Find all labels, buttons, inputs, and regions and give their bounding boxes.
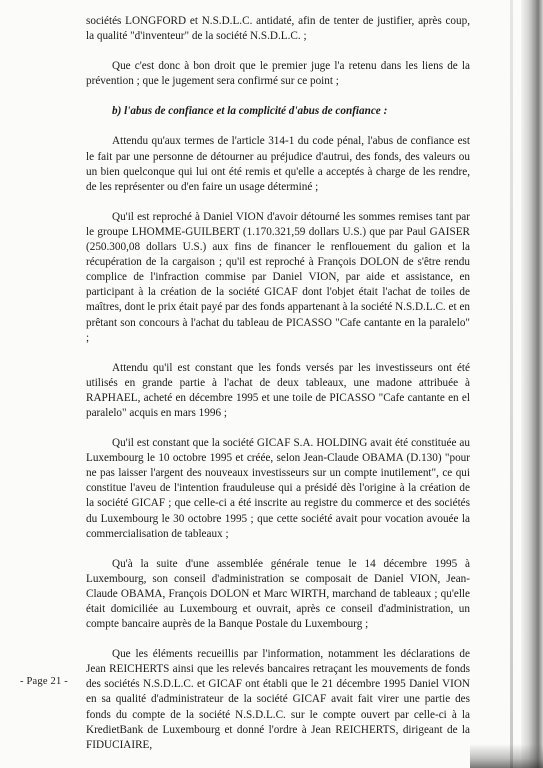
paragraph: Que c'est donc à bon droit que le premier juge l'a retenu dans les liens de la prévention ; que le jugement sera confirmé sur ce point ;: [86, 60, 470, 88]
paragraph: Que les éléments recueillis par l'information, notamment les déclarations de Jean REICHERTS ainsi que les relevés bancaires retraçant les mouvements de fonds des sociétés N.S.D.L.C. et GICAF ont établi que le 21 décembre 1995 Daniel VION en sa qualité d'administrateur de la société GICAF avait fait virer une partie des fonds du compte de la société N.S.D.L.C. sur le compte ouvert par celle-ci à la KredietBank de Luxembourg et donné l'ordre à Jean REICHERTS, dirigeant de la FIDUCIAIRE,: [86, 648, 470, 751]
document-body: [86, 14, 470, 753]
paragraph: sociétés LONGFORD et N.S.D.L.C. antidaté, afin de tenter de justifier, après coup, la qualité "d'inventeur" de la société N.S.D.L.C. ;: [86, 15, 470, 43]
paragraph: Attendu qu'aux termes de l'article 314-1 du code pénal, l'abus de confiance est le fait par une personne de détourner au préjudice d'autrui, des fonds, des valeurs ou un bien quelconque qui lui ont été remis et qu'elle a acceptés à charge de les rendre, de les représenter ou d'en faire un usage déterminé ;: [86, 135, 470, 193]
section-heading: b) l'abus de confiance et la complicité d'abus de confiance :: [112, 105, 388, 118]
paragraph: Qu'il est reproché à Daniel VION d'avoir détourné les sommes remises tant par le groupe LHOMME-GUILBERT (1.170.321,59 dollars U.S.) que par Paul GAISER (250.300,08 dollars U.S.) aux fins de financer le renflouement du galion et la récupération de la cargaison ; qu'il est reproché à François DOLON de s'être rendu complice de l'infraction commise par Daniel VION, par aide et assistance, en participant à la création de la société GICAF dont l'objet était l'achat de toiles de maîtres, dont le prix était payé par des fonds appartenant à la société N.S.D.L.C. et en prêtant son concours à l'achat du tableau de PICASSO "Cafe cantante en la paralelo" ;: [86, 210, 470, 344]
page-number: - Page 21 -: [20, 676, 68, 687]
paragraph: Qu'il est constant que la société GICAF S.A. HOLDING avait été constituée au Luxembourg le 10 octobre 1995 et créée, selon Jean-Claude OBAMA (D.130) "pour ne pas laisser l'argent des nouveaux investisseurs sur un compte inutilement", ce qui constitue l'aveu de l'intention frauduleuse qui a présidé dès l'origine à la création de la société GICAF ; que celle-ci a été inscrite au registre du commerce et des sociétés du Luxembourg le 30 octobre 1995 ; que cette société avait pour vocation avouée la commercialisation de tableaux ;: [86, 437, 470, 540]
paragraph: Attendu qu'il est constant que les fonds versés par les investisseurs ont été utilisés en grande partie à l'achat de deux tableaux, une madone attribuée à RAPHAEL, acheté en décembre 1995 et une toile de PICASSO "Cafe cantante en el paralelo" acquis en mars 1996 ;: [86, 361, 470, 419]
page-corner-shadow: [470, 744, 543, 768]
page-edge-shadow: [521, 0, 543, 768]
paragraph: Qu'à la suite d'une assemblée générale tenue le 14 décembre 1995 à Luxembourg, son conseil d'administration se composait de Daniel VION, Jean-Claude OBAMA, François DOLON et Marc WIRTH, marchand de tableaux ; qu'elle était domiciliée au Luxembourg et ouvrait, après ce conseil d'administration, un compte bancaire auprès de la Banque Postale du Luxembourg ;: [86, 557, 470, 631]
page-shadow-line: [510, 0, 513, 768]
